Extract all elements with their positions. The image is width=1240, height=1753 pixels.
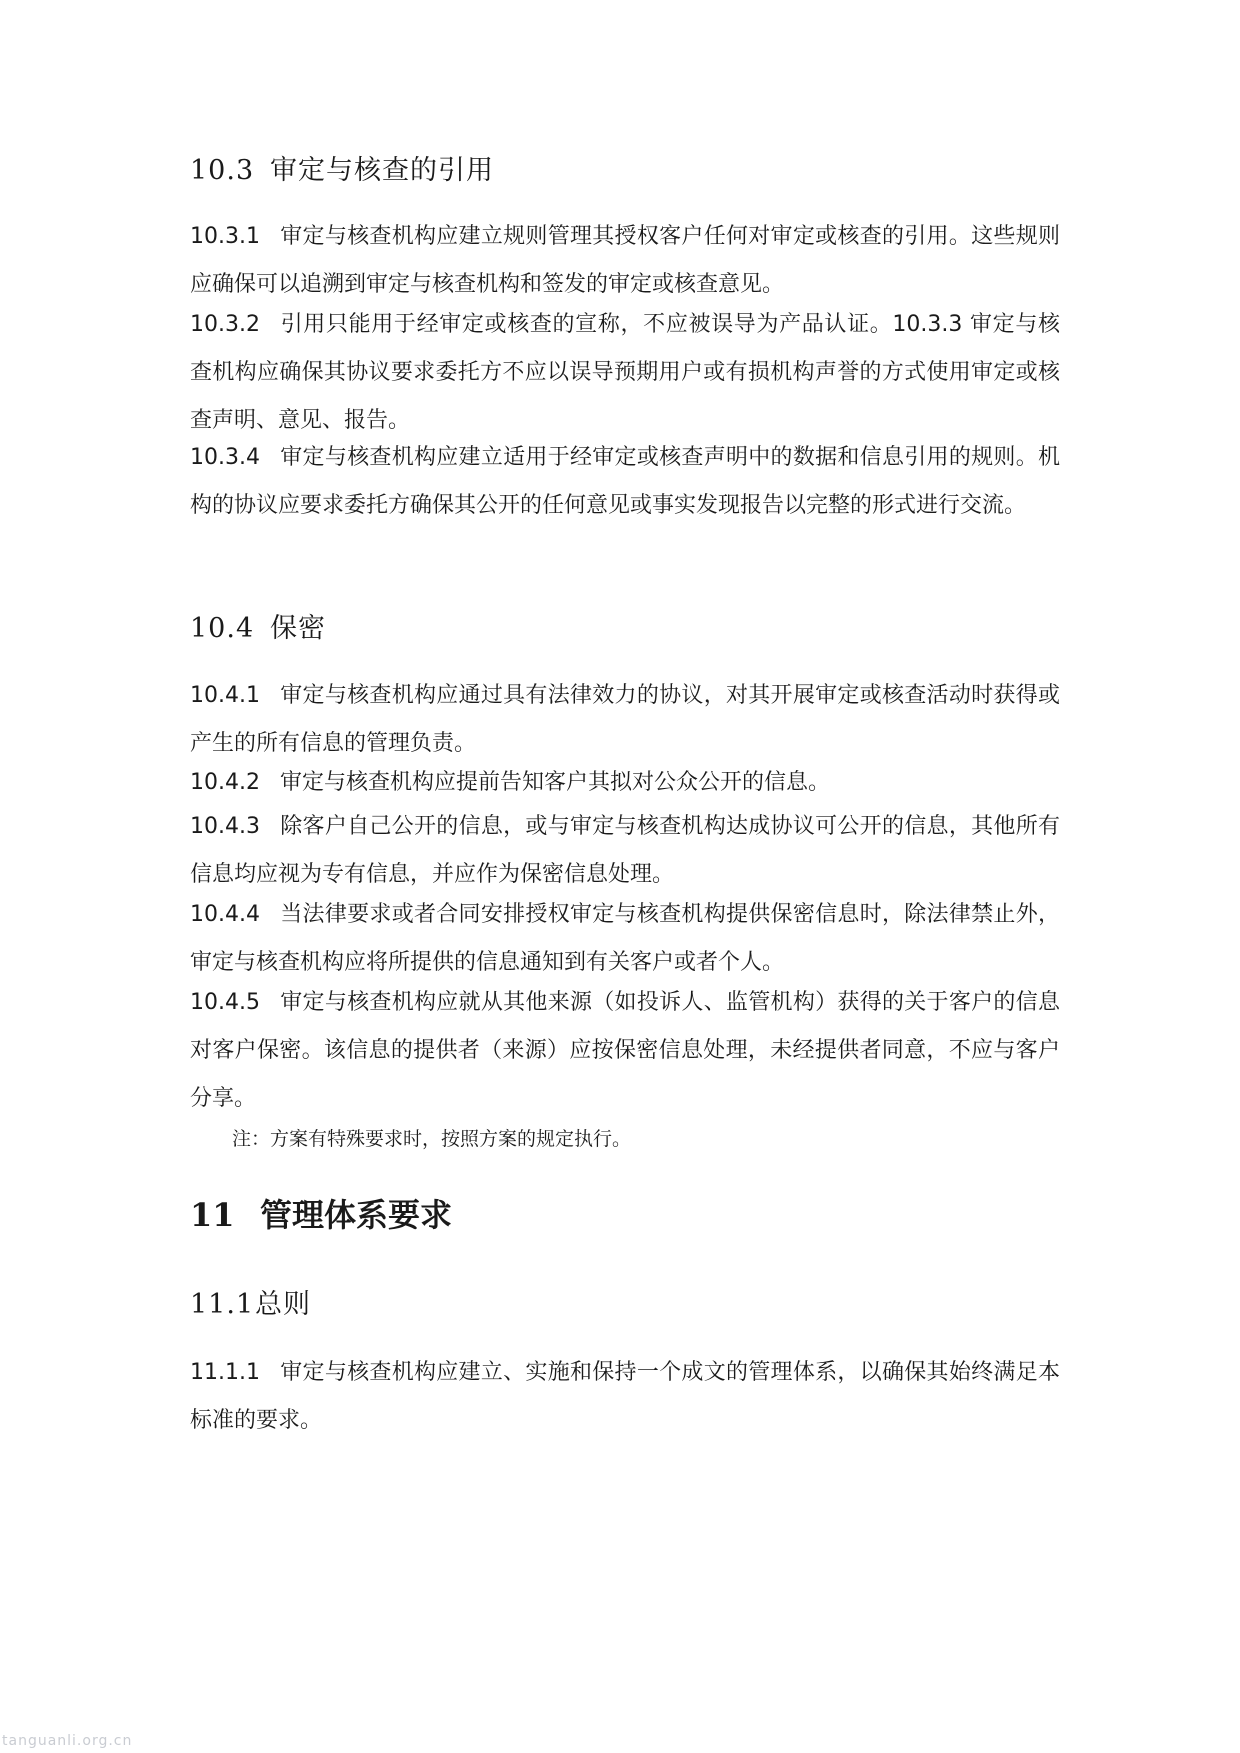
- clause-text: 当法律要求或者合同安排授权审定与核查机构提供保密信息时，除法律禁止外，审定与核查机构应将所提供的信息通知到有关客户或者个人。: [190, 902, 1060, 975]
- clause-text: 审定与核查机构应就从其他来源（如投诉人、监管机构）获得的关于客户的信息对客户保密。该信息的提供者（来源）应按保密信息处理，未经提供者同意，不应与客户分享。: [190, 990, 1060, 1111]
- section-title: 审定与核查的引用: [270, 155, 494, 186]
- clause-text: 审定与核查机构应建立、实施和保持一个成文的管理体系，以确保其始终满足本标准的要求。: [190, 1360, 1060, 1433]
- section-number: 11.1: [190, 1289, 255, 1320]
- clause-text: 引用只能用于经审定或核查的宣称，不应被误导为产品认证。10.3.3 审定与核查机构应确保其协议要求委托方不应以误导预期用户或有损机构声誉的方式使用审定或核查声明、意见、报告。: [190, 312, 1060, 433]
- clause-10-4-4: [190, 891, 1060, 987]
- clause-10-3-2: [190, 301, 1060, 445]
- document-page: [190, 0, 1060, 1753]
- clause-number: 10.3.2: [190, 312, 260, 337]
- clause-number: 10.3.1: [190, 224, 260, 249]
- clause-10-4-2: [190, 759, 1060, 807]
- clause-number: 10.4.4: [190, 902, 260, 927]
- section-heading-10-4: [190, 606, 326, 645]
- clause-10-3-4: [190, 434, 1060, 530]
- section-number: 10.4: [190, 613, 255, 644]
- clause-text: 审定与核查机构应建立规则管理其授权客户任何对审定或核查的引用。这些规则应确保可以追溯到审定与核查机构和签发的审定或核查意见。: [190, 224, 1060, 297]
- clause-10-3-1: [190, 213, 1060, 309]
- section-heading-11-1: [190, 1282, 311, 1321]
- section-title: 保密: [270, 613, 326, 644]
- clause-10-4-5: [190, 979, 1060, 1123]
- clause-10-4-3: [190, 803, 1060, 899]
- clause-text: 审定与核查机构应提前告知客户其拟对公众公开的信息。: [279, 770, 830, 795]
- clause-number: 10.4.1: [190, 683, 260, 708]
- section-number: 10.3: [190, 155, 255, 186]
- chapter-heading-11: [190, 1190, 452, 1236]
- clause-number: 10.3.4: [190, 445, 260, 470]
- watermark: tanguanli.org.cn: [2, 1733, 133, 1749]
- clause-number: 10.4.3: [190, 814, 260, 839]
- chapter-number: 11: [190, 1196, 235, 1234]
- clause-10-4-1: [190, 672, 1060, 768]
- clause-text: 审定与核查机构应建立适用于经审定或核查声明中的数据和信息引用的规则。机构的协议应要求委托方确保其公开的任何意见或事实发现报告以完整的形式进行交流。: [190, 445, 1060, 518]
- note: 注：方案有特殊要求时，按照方案的规定执行。: [232, 1128, 632, 1150]
- clause-11-1-1: [190, 1349, 1060, 1445]
- clause-text: 审定与核查机构应通过具有法律效力的协议，对其开展审定或核查活动时获得或产生的所有信息的管理负责。: [190, 683, 1060, 756]
- clause-number: 10.4.5: [190, 990, 260, 1015]
- chapter-title: 管理体系要求: [260, 1196, 453, 1234]
- section-title: 总则: [255, 1289, 311, 1320]
- clause-text: 除客户自己公开的信息，或与审定与核查机构达成协议可公开的信息，其他所有信息均应视为专有信息，并应作为保密信息处理。: [190, 814, 1060, 887]
- clause-number: 11.1.1: [190, 1360, 260, 1385]
- section-heading-10-3: [190, 148, 494, 187]
- clause-number: 10.4.2: [190, 770, 260, 795]
